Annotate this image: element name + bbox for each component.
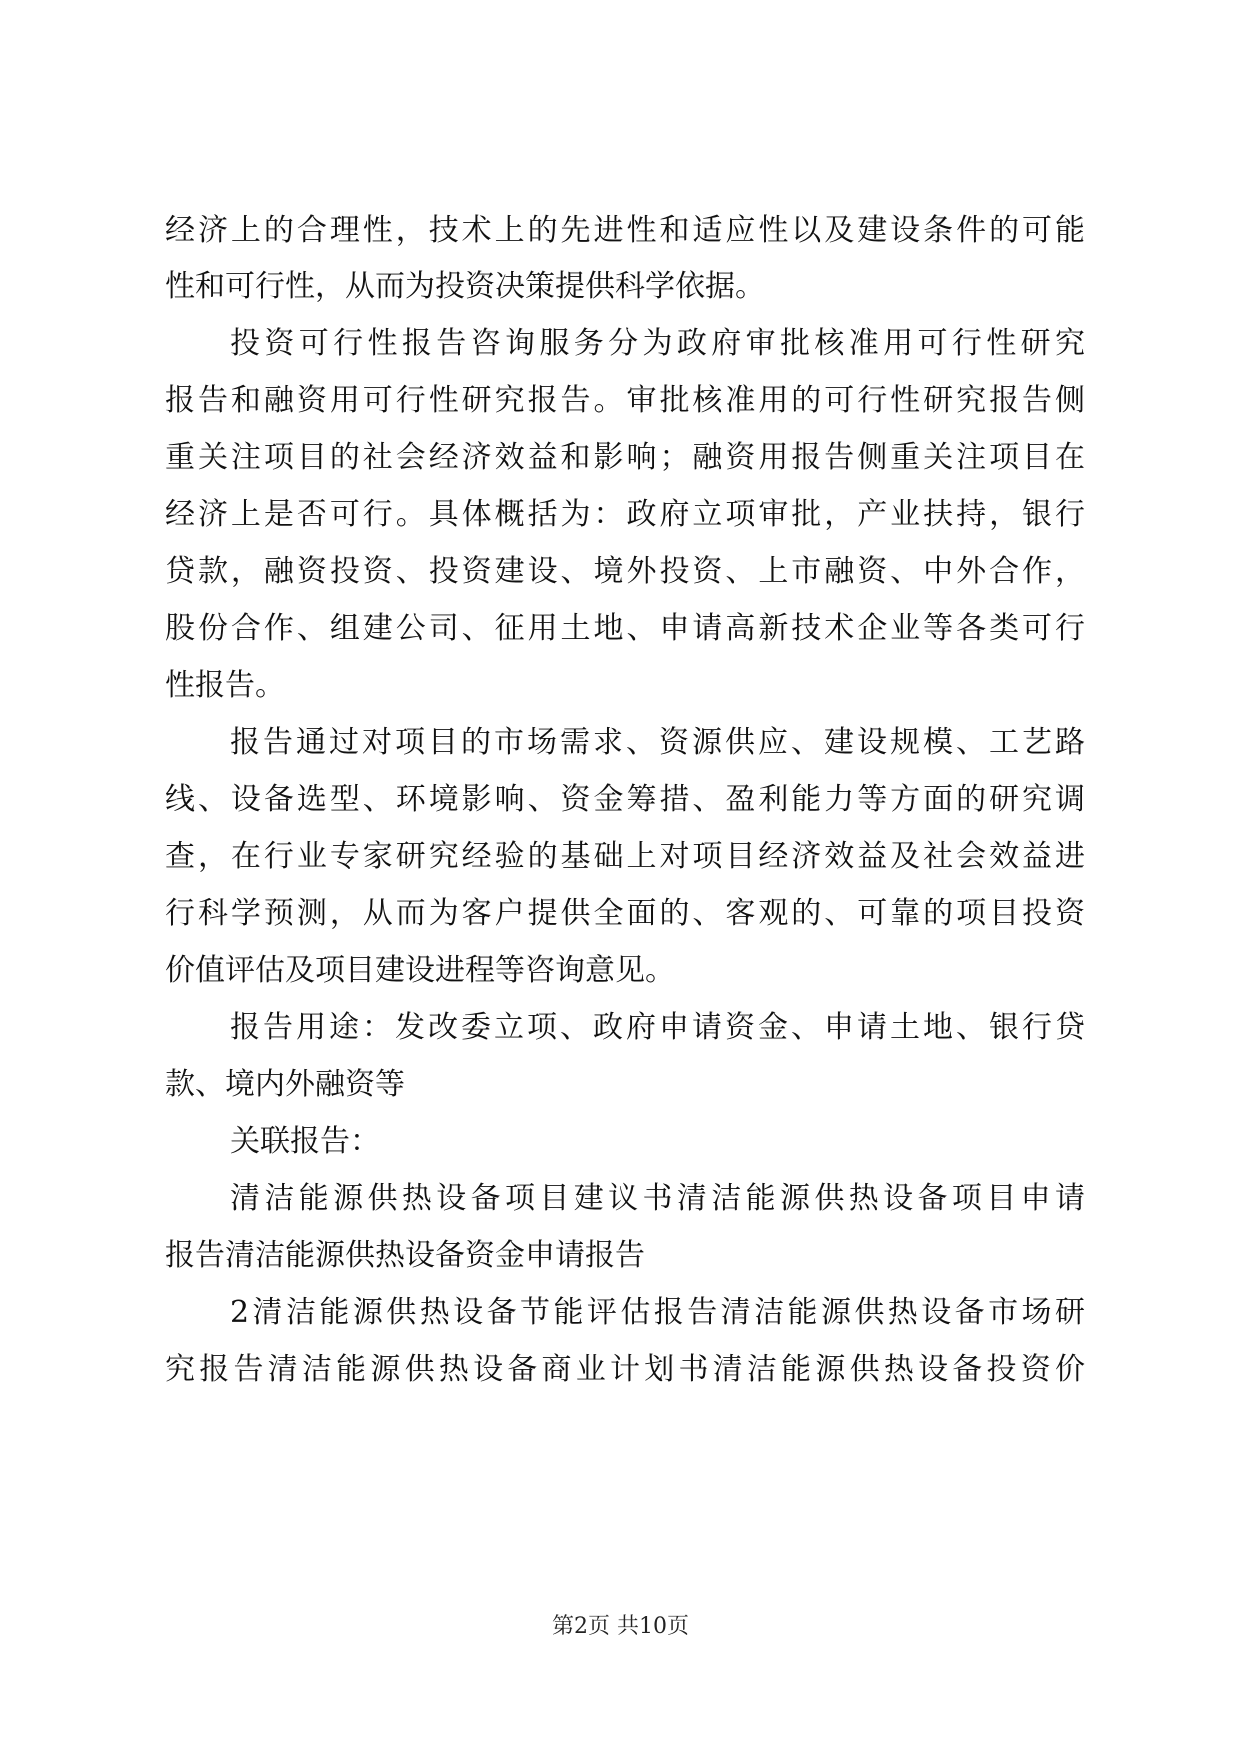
paragraph-2-line-6: 股份合作、组建公司、征用土地、申请高新技术企业等各类可行: [165, 611, 1085, 646]
paragraph-6-line-2: 报告清洁能源供热设备资金申请报告: [165, 1238, 645, 1273]
paragraph-4-line-2: 款、境内外融资等: [165, 1067, 405, 1102]
paragraph-3-line-1: 报告通过对项目的市场需求、资源供应、建设规模、工艺路: [230, 725, 1085, 760]
paragraph-6-line-1: 清洁能源供热设备项目建议书清洁能源供热设备项目申请: [230, 1181, 1085, 1216]
paragraph-1-line-2: 性和可行性，从而为投资决策提供科学依据。: [165, 269, 765, 304]
paragraph-7-line-1: 2清洁能源供热设备节能评估报告清洁能源供热设备市场研: [230, 1295, 1085, 1330]
paragraph-5-line-1: 关联报告：: [230, 1124, 380, 1159]
paragraph-3-line-5: 价值评估及项目建设进程等咨询意见。: [165, 953, 675, 988]
paragraph-2-line-1: 投资可行性报告咨询服务分为政府审批核准用可行性研究: [230, 326, 1085, 361]
paragraph-2-line-2: 报告和融资用可行性研究报告。审批核准用的可行性研究报告侧: [165, 383, 1085, 418]
paragraph-1-line-1: 经济上的合理性，技术上的先进性和适应性以及建设条件的可能: [165, 213, 1085, 248]
paragraph-2-line-4: 经济上是否可行。具体概括为：政府立项审批，产业扶持，银行: [165, 497, 1085, 532]
page-footer: 第2页 共10页: [552, 1614, 689, 1639]
paragraph-3-line-2: 线、设备选型、环境影响、资金筹措、盈利能力等方面的研究调: [165, 782, 1085, 817]
paragraph-4-line-1: 报告用途：发改委立项、政府申请资金、申请土地、银行贷: [230, 1010, 1085, 1045]
paragraph-7-line-2: 究报告清洁能源供热设备商业计划书清洁能源供热设备投资价: [165, 1352, 1085, 1387]
paragraph-2-line-5: 贷款，融资投资、投资建设、境外投资、上市融资、中外合作，: [165, 554, 1085, 589]
paragraph-3-line-3: 查，在行业专家研究经验的基础上对项目经济效益及社会效益进: [165, 839, 1085, 874]
paragraph-2-line-3: 重关注项目的社会经济效益和影响；融资用报告侧重关注项目在: [165, 440, 1085, 475]
paragraph-3-line-4: 行科学预测，从而为客户提供全面的、客观的、可靠的项目投资: [165, 896, 1085, 931]
paragraph-2-line-7: 性报告。: [165, 668, 285, 703]
